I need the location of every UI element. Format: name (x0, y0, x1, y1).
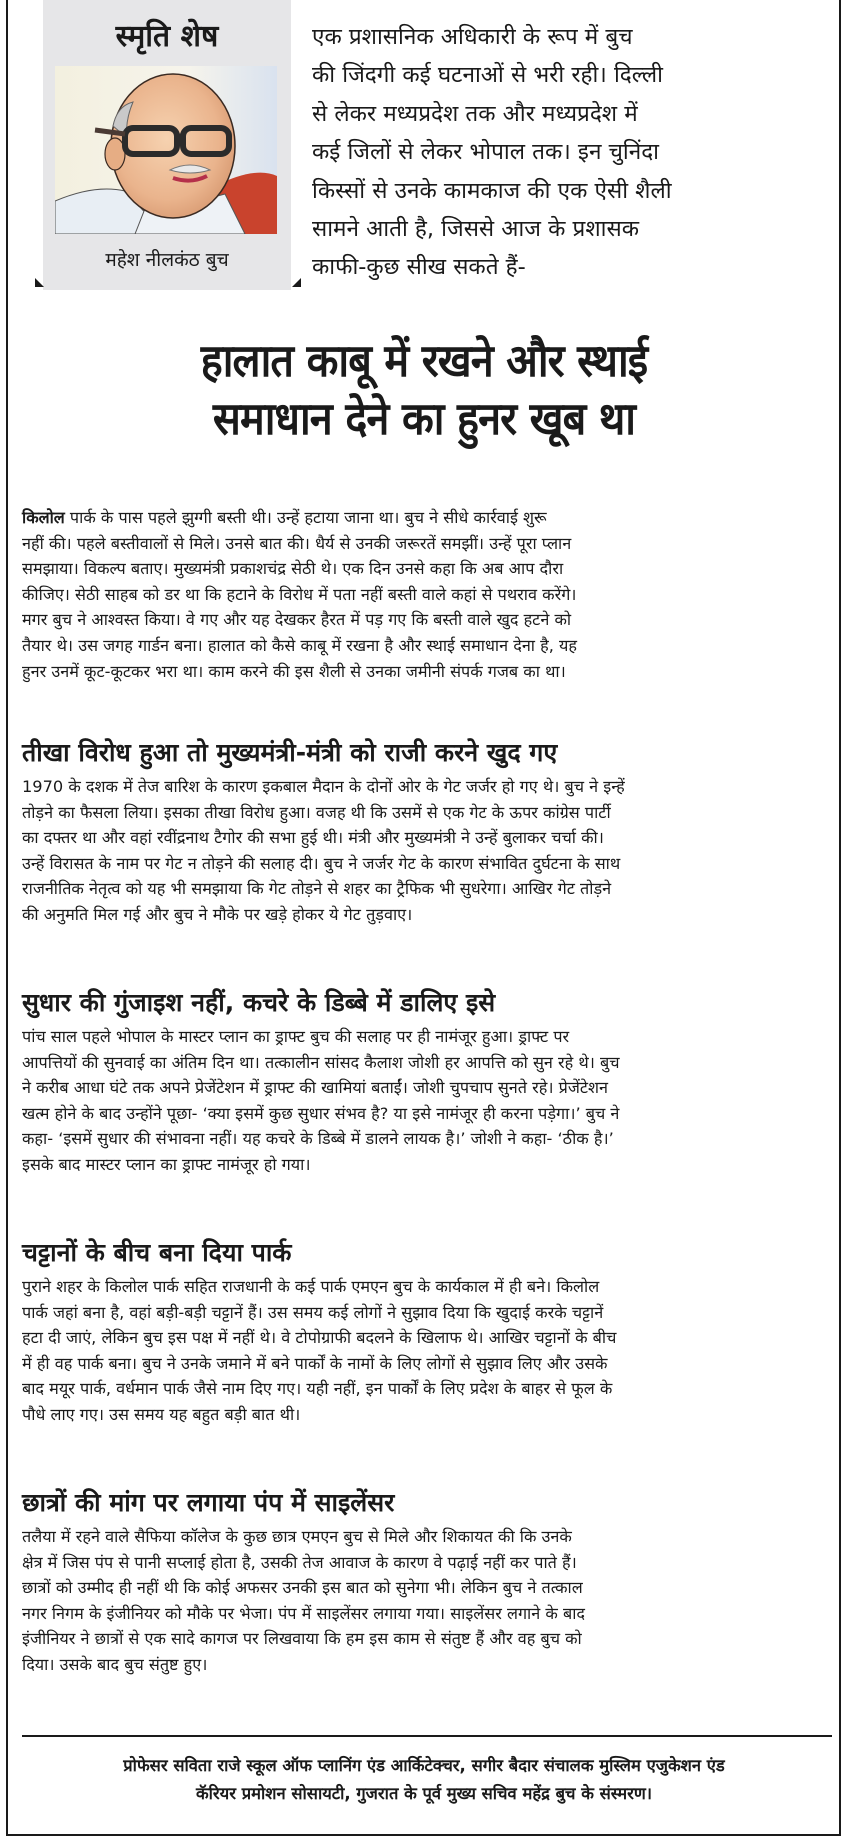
portrait-image (55, 66, 277, 234)
paragraph-line: नगर निगम के इंजीनियर को मौके पर भेजा। पंप में साइलेंसर लगाया गया। साइलेंसर लगाने के बाद (22, 1603, 585, 1623)
paragraph-line: तलैया में रहने वाले सैफिया कॉलेज के कुछ छात्र एमएन बुच से मिले और शिकायत की कि उनके (22, 1527, 572, 1546)
section-gates (22, 736, 832, 928)
paragraph-line: की अनुमति मिल गई और बुच ने मौके पर खड़े होकर ये गेट तुड़वाए। (22, 904, 413, 924)
paragraph-line: ने करीब आधा घंटे तक अपने प्रेजेंटेशन में ड्राफ्ट की खामियां बताईं। जोशी चुपचाप सुनते रहे। प्रेजेंटेशन (22, 1078, 609, 1098)
headline (47, 332, 801, 448)
paragraph-line: बाद मयूर पार्क, वर्धमान पार्क जैसे नाम दिए गए। यही नहीं, इन पार्कों के लिए प्रदेश के बाहर से फूल के (22, 1379, 613, 1399)
intro-line: काफी-कुछ सीख सकते हैं- (312, 254, 526, 281)
section-park (22, 1236, 832, 1428)
paragraph-line: हुनर उनमें कूट-कूटकर भरा था। काम करने की इस शैली से उनका जमीनी संपर्क गजब का था। (22, 661, 566, 681)
paragraph-line: राजनीतिक नेतृत्व को यह भी समझाया कि गेट तोड़ने से शहर का ट्रैफिक भी सुधरेगा। आखिर गेट तोड़ने (22, 879, 612, 899)
headline-line: समाधान देने का हुनर खूब था (212, 392, 636, 445)
intro-paragraph (312, 18, 832, 287)
section-lead (22, 505, 832, 684)
paragraph-line: इंजीनियर ने छात्रों से एक सादे कागज पर लिखवाया कि हम इस काम से संतुष्ट हैं और वह बुच को (22, 1629, 582, 1649)
paragraph-line: में ही वह पार्क बना। बुच ने उनके जमाने में बने पार्कों के नामों के लिए लोगों से सुझाव लिए और उसके (22, 1353, 608, 1373)
credits-divider (22, 1735, 832, 1737)
section-heading: तीखा विरोध हुआ तो मुख्यमंत्री-मंत्री को राजी करने खुद गए (22, 738, 558, 767)
memorial-label: स्मृति शेष (115, 19, 219, 54)
intro-line: सामने आती है, जिससे आज के प्रशासक (312, 216, 639, 243)
lead-line-text: पार्क के पास पहले झुग्गी बस्ती थी। उन्हें हटाया जाना था। बुच ने सीधे कार्रवाई शुरू (64, 508, 547, 527)
section-silencer (22, 1486, 832, 1678)
portrait-illustration (55, 66, 277, 234)
intro-line: की जिंदगी कई घटनाओं से भरी रही। दिल्ली (312, 62, 663, 89)
paragraph-line: पौधे लाए गए। उस समय यह बहुत बड़ी बात थी। (22, 1404, 301, 1424)
headline-line: हालात काबू में रखने और स्थाई (200, 334, 648, 387)
portrait-caption: महेश नीलकंठ बुच (105, 249, 229, 271)
paragraph-line: आपत्तियों की सुनवाई का अंतिम दिन था। तत्कालीन सांसद कैलाश जोशी हर आपत्ति को सुन रहे थे। बुच (22, 1052, 620, 1072)
section-heading: छात्रों की मांग पर लगाया पंप में साइलेंसर (22, 1488, 395, 1517)
paragraph-line: पार्क जहां बना है, वहां बड़ी-बड़ी चट्टानें हैं। उस समय कई लोगों ने सुझाव दिया कि खुदाई करके चट्टानें (22, 1302, 604, 1322)
section-heading: चट्टानों के बीच बना दिया पार्क (22, 1238, 292, 1267)
intro-line: किस्सों से उनके कामकाज की एक ऐसी शैली (312, 177, 672, 204)
paragraph-line: पांच साल पहले भोपाल के मास्टर प्लान का ड्राफ्ट बुच की सलाह पर ही नामंजूर हुआ। ड्राफ्ट पर (22, 1027, 570, 1046)
credits-line: कॅरियर प्रमोशन सोसायटी, गुजरात के पूर्व मुख्य सचिव महेंद्र बुच के संस्मरण। (195, 1784, 653, 1803)
paragraph-line: कहा- ‘इसमें सुधार की संभावना नहीं। यह कचरे के डिब्बे में डालने लायक है।’ जोशी ने कहा- ‘ठीक है।’ (22, 1129, 614, 1149)
paragraph-line (22, 505, 547, 531)
paragraph-line: का दफ्तर था और वहां रवींद्रनाथ टैगोर की सभा हुई थी। मंत्री और मुख्यमंत्री ने उन्हें बुलाकर चर्चा की। (22, 828, 604, 848)
paragraph-line: हटा दी जाएं, लेकिन बुच इस पक्ष में नहीं थे। वे टोपोग्राफी बदलने के खिलाफ थे। आखिर चट्टानों के बीच (22, 1328, 617, 1348)
credits-line: प्रोफेसर सविता राजे स्कूल ऑफ प्लानिंग एंड आर्किटेक्चर, सगीर बैदार संचालक मुस्लिम एजुकेशन एंड (123, 1756, 725, 1775)
intro-line: एक प्रशासनिक अधिकारी के रूप में बुच (312, 24, 633, 50)
paragraph (22, 505, 832, 684)
paragraph (22, 1274, 832, 1428)
paragraph-line: समझाया। विकल्प बताए। मुख्यमंत्री प्रकाशचंद्र सेठी थे। एक दिन उनसे कहा कि अब आप दौरा (22, 559, 564, 579)
intro-line: कई जिलों से लेकर भोपाल तक। इन चुनिंदा (312, 139, 659, 166)
paragraph-line: इसके बाद मास्टर प्लान का ड्राफ्ट नामंजूर हो गया। (22, 1154, 311, 1174)
paragraph-line: खत्म होने के बाद उन्होंने पूछा- ‘क्या इसमें कुछ सुधार संभव है? या इसे नामंजूर ही करना पड़ेगा।’ बुच ने (22, 1103, 620, 1123)
paragraph-line: नहीं की। पहले बस्तीवालों से मिले। उनसे बात की। धैर्य से उनकी जरूरतें समझीं। उन्हें पूरा प्लान (22, 533, 572, 553)
paragraph-line: तोड़ने का फैसला लिया। इसका तीखा विरोध हुआ। वजह थी कि उसमें से एक गेट के ऊपर कांग्रेस पार्टी (22, 802, 611, 822)
paragraph-line: दिया। उसके बाद बुच संतुष्ट हुए। (22, 1654, 208, 1674)
paragraph (22, 1024, 832, 1178)
paragraph (22, 774, 832, 928)
lead-word: किलोल (22, 508, 65, 527)
paragraph-line: 1970 के दशक में तेज बारिश के कारण इकबाल मैदान के दोनों ओर के गेट जर्जर हो गए थे। बुच ने इन्हें (22, 777, 625, 796)
paragraph-line: तैयार थे। उस जगह गार्डन बना। हालात को कैसे काबू में रखना है और स्थाई समाधान देना है, यह (22, 635, 578, 655)
intro-line: से लेकर मध्यप्रदेश तक और मध्यप्रदेश में (312, 100, 638, 127)
section-master-plan (22, 986, 832, 1178)
memorial-panel (43, 0, 291, 290)
paragraph-line: उन्हें विरासत के नाम पर गेट न तोड़ने की सलाह दी। बुच ने जर्जर गेट के कारण संभावित दुर्घटना के साथ (22, 853, 621, 873)
paragraph-line: कीजिए। सेठी साहब को डर था कि हटाने के विरोध में पता नहीं बस्ती वाले कहां से पथराव करेंगे। (22, 584, 577, 604)
paragraph-line: क्षेत्र में जिस पंप से पानी सप्लाई होता है, उसकी तेज आवाज के कारण वे पढ़ाई नहीं कर पाते हैं। (22, 1552, 577, 1572)
paragraph (22, 1524, 832, 1678)
paragraph-line: छात्रों को उम्मीद ही नहीं थी कि कोई अफसर उनकी इस बात को सुनेगा भी। लेकिन बुच ने तत्काल (22, 1578, 583, 1598)
credits (14, 1752, 834, 1808)
section-heading: सुधार की गुंजाइश नहीं, कचरे के डिब्बे में डालिए इसे (22, 988, 496, 1017)
paragraph-line: पुराने शहर के किलोल पार्क सहित राजधानी के कई पार्क एमएन बुच के कार्यकाल में ही बने। किलोल (22, 1277, 600, 1296)
paragraph-line: मगर बुच ने आश्वस्त किया। वे गए और यह देखकर हैरत में पड़ गए कि बस्ती वाले खुद हटने को (22, 610, 572, 630)
